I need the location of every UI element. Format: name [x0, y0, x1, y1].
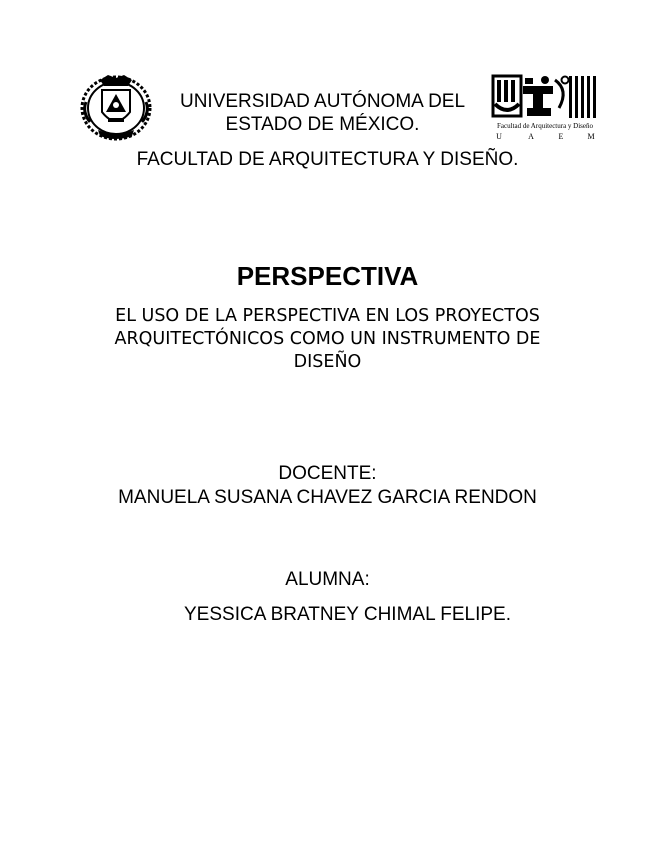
logo-letter-m: M — [587, 132, 595, 141]
document-title: PERSPECTIVA — [236, 261, 419, 291]
logo-letter-e: E — [558, 132, 564, 141]
alumna-label: ALUMNA: — [285, 569, 370, 590]
alumna-name: YESSICA BRATNEY CHIMAL FELIPE. — [184, 604, 511, 625]
faculty-logo-icon — [489, 72, 601, 142]
document-subtitle: EL USO DE LA PERSPECTIVA EN LOS PROYECTOS ARQUITECTÓNICOS COMO UN INSTRUMENTO DE DISEÑO — [114, 306, 541, 372]
logo-letter-a: A — [528, 132, 534, 141]
university-name-line1: UNIVERSIDAD AUTÓNOMA DEL — [179, 91, 466, 112]
university-name-line2: ESTADO DE MÉXICO. — [225, 114, 420, 135]
faculty-logo-caption: Facultad de Arquitectura y Diseño — [496, 122, 594, 130]
docente-name: MANUELA SUSANA CHAVEZ GARCIA RENDON — [118, 487, 537, 508]
docente-label: DOCENTE: — [278, 463, 377, 484]
university-seal-icon — [78, 72, 154, 142]
logo-letter-u: U — [496, 132, 502, 141]
faculty-name: FACULTAD DE ARQUITECTURA Y DISEÑO. — [136, 149, 519, 170]
